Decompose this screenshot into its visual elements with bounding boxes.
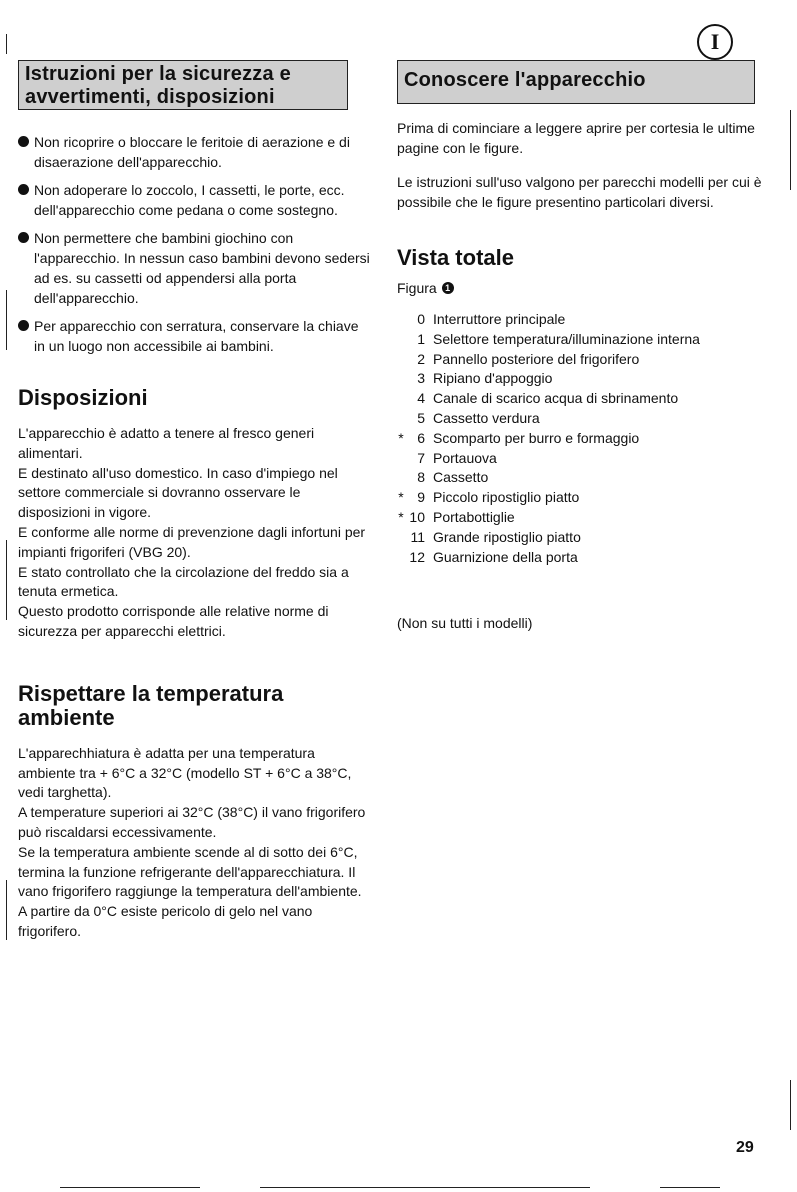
intro-text-2: Le istruzioni sull'uso valgono per parecchi modelli per cui è possibile che le figure presentino particolari diversi. (397, 174, 762, 210)
part-number: 5 (417, 409, 425, 426)
part-label: Guarnizione della porta (433, 548, 578, 565)
intro-text-1: Prima di cominciare a leggere aprire per cortesia le ultime pagine con le figure. (397, 120, 755, 156)
bullet-dot-icon (18, 184, 29, 195)
left-column (18, 60, 373, 942)
dispo-text: L'apparecchio è adatto a tenere al fresco generi alimentari. E destinato all'uso domestico. In caso d'impiego nel settore commerciale si dovranno osservare le disposizioni in vigore. E conforme alle norme di prevenzione dagli infortuni per impianti frigoriferi (VBG 20). E stato controllato che la circolazione del freddo sia a tenuta ermetica. Questo prodotto corrisponde alle relative norme di sicurezza per apparecchi elettrici. (18, 425, 366, 639)
overview-heading: Vista totale (397, 245, 514, 270)
bullet-dot-icon (18, 232, 29, 243)
part-number: 1 (417, 330, 425, 347)
part-number: 6 (417, 429, 425, 446)
right-column (397, 60, 767, 631)
scan-edge-mark (6, 880, 7, 940)
part-label: Selettore temperatura/illuminazione interna (433, 330, 700, 347)
part-label: Pannello posteriore del frigorifero (433, 350, 640, 367)
part-number: 7 (417, 449, 425, 466)
part-number: 0 (417, 311, 425, 327)
list-item (397, 369, 767, 389)
temperature-text: L'apparechhiatura è adatta per una temperatura ambiente tra + 6°C a 32°C (modello ST + 6°C a 38°C, vedi targhetta). A temperature superiori ai 32°C (38°C) il vano frigorifero può riscaldarsi eccessivamente. Se la temperatura ambiente scende al di sotto dei 6°C, termina la funzione refrigerante dell'apparecchiatura. Il vano frigorifero raggiunge la temperatura dell'ambiente. A partire da 0°C esiste pericolo di gelo nel vano frigorifero. (18, 744, 366, 939)
list-item: Non adoperare lo zoccolo, I cassetti, le porte, ecc. dell'apparecchio come pedana o come sostegno. (18, 180, 373, 220)
language-badge: I (697, 24, 733, 60)
scan-edge-mark (790, 110, 791, 190)
bullet-dot-icon (18, 136, 29, 147)
list-item (397, 548, 767, 568)
optional-marker: * (398, 489, 404, 506)
part-number: 4 (417, 390, 425, 407)
dispo-heading: Disposizioni (18, 385, 148, 410)
safety-bullet-list (18, 132, 373, 356)
part-label: Portauova (433, 449, 497, 466)
part-label: Portabottiglie (433, 508, 515, 525)
models-note: (Non su tutti i modelli) (397, 615, 533, 632)
part-number: 3 (417, 370, 425, 387)
list-item (397, 389, 767, 409)
list-item (397, 528, 767, 548)
part-number: 12 (409, 548, 425, 565)
appliance-section-title: Conoscere l'apparecchio (397, 60, 755, 104)
figure-number-icon: 1 (442, 282, 454, 294)
scan-edge-mark (6, 540, 7, 620)
list-item: Non ricoprire o bloccare le feritoie di aerazione e di disaerazione dell'apparecchio. (18, 132, 373, 172)
scan-edge-mark (260, 1187, 590, 1188)
temperature-heading: Rispettare la temperatura ambiente (18, 680, 284, 730)
list-item (397, 468, 767, 488)
scan-edge-mark (6, 34, 7, 54)
safety-section-title: Istruzioni per la sicurezza e avvertimenti, disposizioni (18, 60, 348, 110)
list-item: Non permettere che bambini giochino con l'apparecchio. In nessun caso bambini devono sedersi ad es. su cassetti od appendersi alla porta dell'apparecchio. (18, 228, 373, 308)
list-item (397, 429, 767, 449)
part-label: Canale di scarico acqua di sbrinamento (433, 390, 679, 407)
list-item (397, 409, 767, 429)
part-label: Scomparto per burro e formaggio (433, 429, 640, 446)
page-number: 29 (736, 1139, 754, 1156)
list-item (397, 350, 767, 370)
part-number: 8 (417, 469, 425, 486)
part-label: Interruttore principale (433, 311, 566, 327)
part-label: Piccolo ripostiglio piatto (433, 489, 580, 506)
part-label: Cassetto verdura (433, 409, 540, 426)
optional-marker: * (398, 429, 404, 446)
scan-edge-mark (660, 1187, 720, 1188)
figure-reference: Figura 1 (397, 280, 767, 296)
part-number: 11 (410, 528, 425, 545)
list-item (397, 488, 767, 508)
scan-edge-mark (790, 1080, 791, 1130)
list-item (397, 310, 767, 330)
optional-marker: * (398, 508, 404, 525)
list-item: Per apparecchio con serratura, conservare la chiave in un luogo non accessibile ai bambini. (18, 316, 373, 356)
scan-edge-mark (60, 1187, 200, 1188)
part-label: Ripiano d'appoggio (433, 370, 553, 387)
part-number: 10 (409, 508, 425, 525)
part-number: 9 (417, 489, 425, 506)
part-number: 2 (417, 350, 425, 367)
list-item (397, 508, 767, 528)
list-item (397, 449, 767, 469)
part-label: Grande ripostiglio piatto (433, 528, 581, 545)
list-item (397, 330, 767, 350)
bullet-dot-icon (18, 320, 29, 331)
scan-edge-mark (6, 290, 7, 350)
parts-list (397, 310, 767, 567)
part-label: Cassetto (433, 469, 489, 486)
